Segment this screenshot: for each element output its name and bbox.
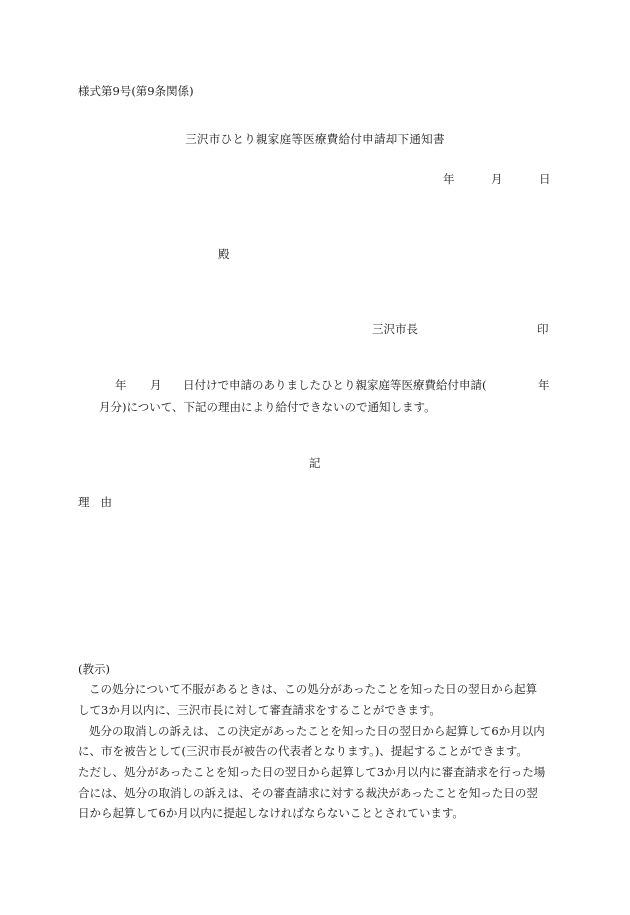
body-year-label: 年 [115, 378, 127, 392]
body-line1-text: 日付けで申請のありましたひとり親家庭等医療費給付申請( [183, 378, 487, 392]
legal-notice-line: 日から起算して6か月以内に提起しなければならないこととされています。 [78, 806, 464, 820]
legal-notice-line: に、市を被告として(三沢市長が被告の代表者となります。)、提起することができます。 [78, 744, 528, 758]
document-title: 三沢市ひとり親家庭等医療費給付申請却下通知書 [185, 132, 445, 146]
legal-notice-line: 処分の取消しの訴えは、この決定があったことを知った日の翌日から起算して6か月以内 [89, 724, 545, 738]
seal-mark: 印 [537, 322, 549, 336]
body-line1-year-label: 年 [538, 378, 550, 392]
date-day-label: 日 [539, 172, 551, 186]
date-month-label: 月 [491, 172, 503, 186]
addressee-honorific: 殿 [218, 247, 230, 261]
reason-label: 理由 [78, 495, 123, 509]
legal-notice-line: ただし、処分があったことを知った日の翌日から起算して3か月以内に審査請求を行った場 [78, 765, 546, 779]
ki-heading: 記 [309, 456, 321, 470]
legal-notice-heading: (教示) [78, 662, 110, 676]
legal-notice-line: この処分について不服があるときは、この処分があったことを知った日の翌日から起算 [89, 682, 538, 696]
date-year-label: 年 [443, 172, 455, 186]
form-number: 様式第9号(第9条関係) [78, 84, 194, 98]
legal-notice-line: 合には、処分の取消しの訴えは、その審査請求に対する裁決があったことを知った日の翌 [78, 786, 538, 800]
issuer-title: 三沢市長 [372, 322, 418, 336]
body-line2-text: 月分)について、下記の理由により給付できないので通知します。 [99, 400, 436, 414]
body-month-label: 月 [150, 378, 162, 392]
legal-notice-line: して3か月以内に、三沢市長に対して審査請求をすることができます。 [78, 703, 441, 717]
